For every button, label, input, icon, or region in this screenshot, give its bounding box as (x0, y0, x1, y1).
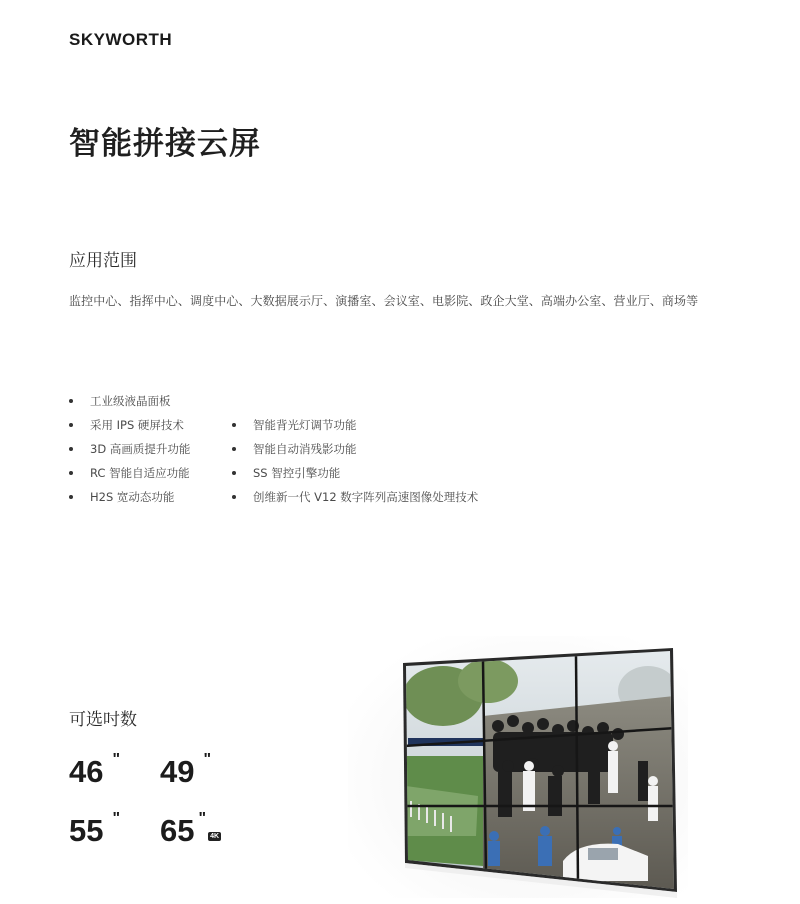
bullet-icon (232, 447, 236, 451)
feature-item: 智能背光灯调节功能 (232, 417, 357, 433)
bullet-icon (69, 447, 73, 451)
feature-item: H2S 宽动态功能 (69, 489, 174, 505)
bullet-icon (69, 495, 73, 499)
feature-item: 采用 IPS 硬屏技术 (69, 417, 184, 433)
4k-badge: 4K (210, 833, 220, 840)
feature-item: 创维新一代 V12 数字阵列高速图像处理技术 (232, 489, 478, 505)
feature-item: 智能自动消残影功能 (232, 441, 357, 457)
size-option: 65 "4K (160, 810, 220, 848)
video-wall-illustration (348, 636, 688, 898)
application-text: 监控中心、指挥中心、调度中心、大数据展示厅、演播室、会议室、电影院、政企大堂、高端办公室、营业厅、商场等 (69, 294, 699, 308)
feature-item: 工业级液晶面板 (69, 393, 171, 409)
bullet-icon (232, 423, 236, 427)
bullet-icon (232, 495, 236, 499)
bullet-icon (69, 423, 73, 427)
feature-item: RC 智能自适应功能 (69, 465, 190, 481)
page-title: 智能拼接云屏 (69, 126, 261, 162)
size-option: 55 " (69, 810, 121, 848)
bullet-icon (69, 399, 73, 403)
sizes-heading: 可选吋数 (69, 710, 137, 730)
size-option: 46 " (69, 751, 121, 789)
size-option: 49 " (160, 751, 212, 789)
bullet-icon (232, 471, 236, 475)
bullet-icon (69, 471, 73, 475)
application-heading: 应用范围 (69, 251, 137, 271)
feature-item: SS 智控引擎功能 (232, 465, 340, 481)
feature-item: 3D 高画质提升功能 (69, 441, 190, 457)
brand-logo: SKYWORTH (69, 30, 173, 49)
video-wall-image (348, 636, 688, 898)
